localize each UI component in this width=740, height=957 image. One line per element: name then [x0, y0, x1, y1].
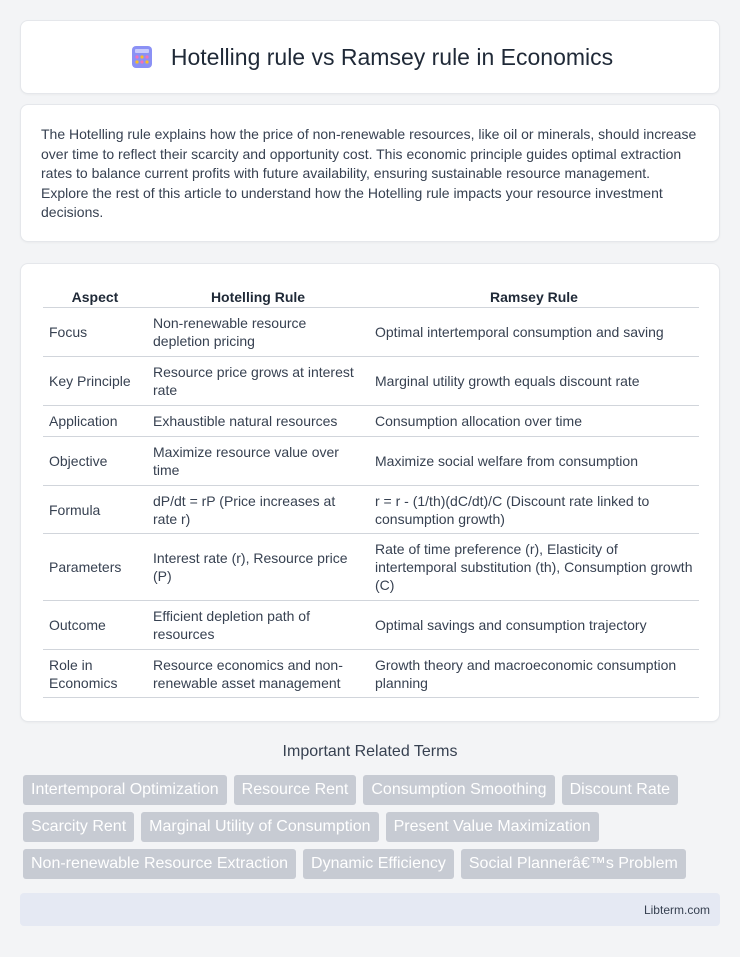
hotelling-cell: Maximize resource value over time	[147, 437, 369, 486]
hotelling-cell: Resource economics and non-renewable asset management	[147, 650, 369, 698]
tag-intertemporal-optimization[interactable]: Intertemporal Optimization	[23, 775, 227, 805]
hotelling-cell: Exhaustible natural resources	[147, 406, 369, 437]
hotelling-cell: Efficient depletion path of resources	[147, 601, 369, 650]
aspect-cell: Outcome	[43, 601, 147, 650]
tag-non-renewable-resource-extraction[interactable]: Non-renewable Resource Extraction	[23, 849, 296, 879]
ramsey-cell: Marginal utility growth equals discount rate	[369, 357, 699, 406]
hotelling-cell: Non-renewable resource depletion pricing	[147, 308, 369, 357]
aspect-cell: Role in Economics	[43, 650, 147, 698]
hotelling-cell: dP/dt = rP (Price increases at rate r)	[147, 486, 369, 534]
table-row	[43, 406, 699, 437]
intro-card	[20, 104, 720, 242]
table-row	[43, 486, 699, 534]
table-row	[43, 308, 699, 357]
aspect-cell: Application	[43, 406, 147, 437]
header-card	[20, 20, 720, 94]
aspect-cell: Key Principle	[43, 357, 147, 406]
table-row	[43, 650, 699, 698]
comparison-table	[43, 286, 699, 698]
footer	[20, 893, 720, 926]
header-hotelling: Hotelling Rule	[147, 286, 369, 308]
related-terms-tags	[23, 775, 723, 886]
ramsey-cell: Optimal intertemporal consumption and saving	[369, 308, 699, 357]
intro-text: The Hotelling rule explains how the price of non-renewable resources, like oil or minerals, should increase over time to reflect their scarcity and opportunity cost. This economic principle guides optimal extraction rates to balance current profits with future availability, ensuring sustainable resource management. Explore the rest of this article to understand how the Hotelling rule impacts your resource investment decisions.	[41, 126, 697, 220]
hotelling-cell: Resource price grows at interest rate	[147, 357, 369, 406]
tag-scarcity-rent[interactable]: Scarcity Rent	[23, 812, 134, 842]
table-row	[43, 357, 699, 406]
aspect-cell: Formula	[43, 486, 147, 534]
footer-brand-link[interactable]: Libterm.com	[643, 902, 710, 917]
table-header-row	[43, 286, 699, 308]
aspect-cell: Focus	[43, 308, 147, 357]
tag-marginal-utility-of-consumption[interactable]: Marginal Utility of Consumption	[141, 812, 378, 842]
tag-dynamic-efficiency[interactable]: Dynamic Efficiency	[303, 849, 454, 879]
tag-row	[23, 775, 723, 805]
table-row	[43, 437, 699, 486]
calculator-icon	[127, 42, 157, 72]
tag-discount-rate[interactable]: Discount Rate	[562, 775, 679, 805]
related-terms-title: Important Related Terms	[282, 743, 458, 760]
ramsey-cell: Optimal savings and consumption trajectory	[369, 601, 699, 650]
tag-row	[23, 812, 723, 842]
tag-row	[23, 849, 723, 879]
ramsey-cell: Consumption allocation over time	[369, 406, 699, 437]
ramsey-cell: Growth theory and macroeconomic consumption planning	[369, 650, 699, 698]
header-aspect: Aspect	[43, 286, 147, 308]
ramsey-cell: Maximize social welfare from consumption	[369, 437, 699, 486]
page-title: Hotelling rule vs Ramsey rule in Economics	[170, 43, 614, 70]
table-row	[43, 601, 699, 650]
tag-consumption-smoothing[interactable]: Consumption Smoothing	[363, 775, 554, 805]
comparison-table-card	[20, 263, 720, 722]
tag-present-value-maximization[interactable]: Present Value Maximization	[386, 812, 599, 842]
table-row	[43, 534, 699, 601]
aspect-cell: Parameters	[43, 534, 147, 601]
tag-social-planners-problem[interactable]: Social Plannerâ€™s Problem	[461, 849, 686, 879]
title-wrap	[127, 42, 613, 72]
hotelling-cell: Interest rate (r), Resource price (P)	[147, 534, 369, 601]
ramsey-cell: r = r - (1/th)(dC/dt)/C (Discount rate linked to consumption growth)	[369, 486, 699, 534]
ramsey-cell: Rate of time preference (r), Elasticity of intertemporal substitution (th), Consumption growth (C)	[369, 534, 699, 601]
aspect-cell: Objective	[43, 437, 147, 486]
header-ramsey: Ramsey Rule	[369, 286, 699, 308]
tag-resource-rent[interactable]: Resource Rent	[234, 775, 357, 805]
